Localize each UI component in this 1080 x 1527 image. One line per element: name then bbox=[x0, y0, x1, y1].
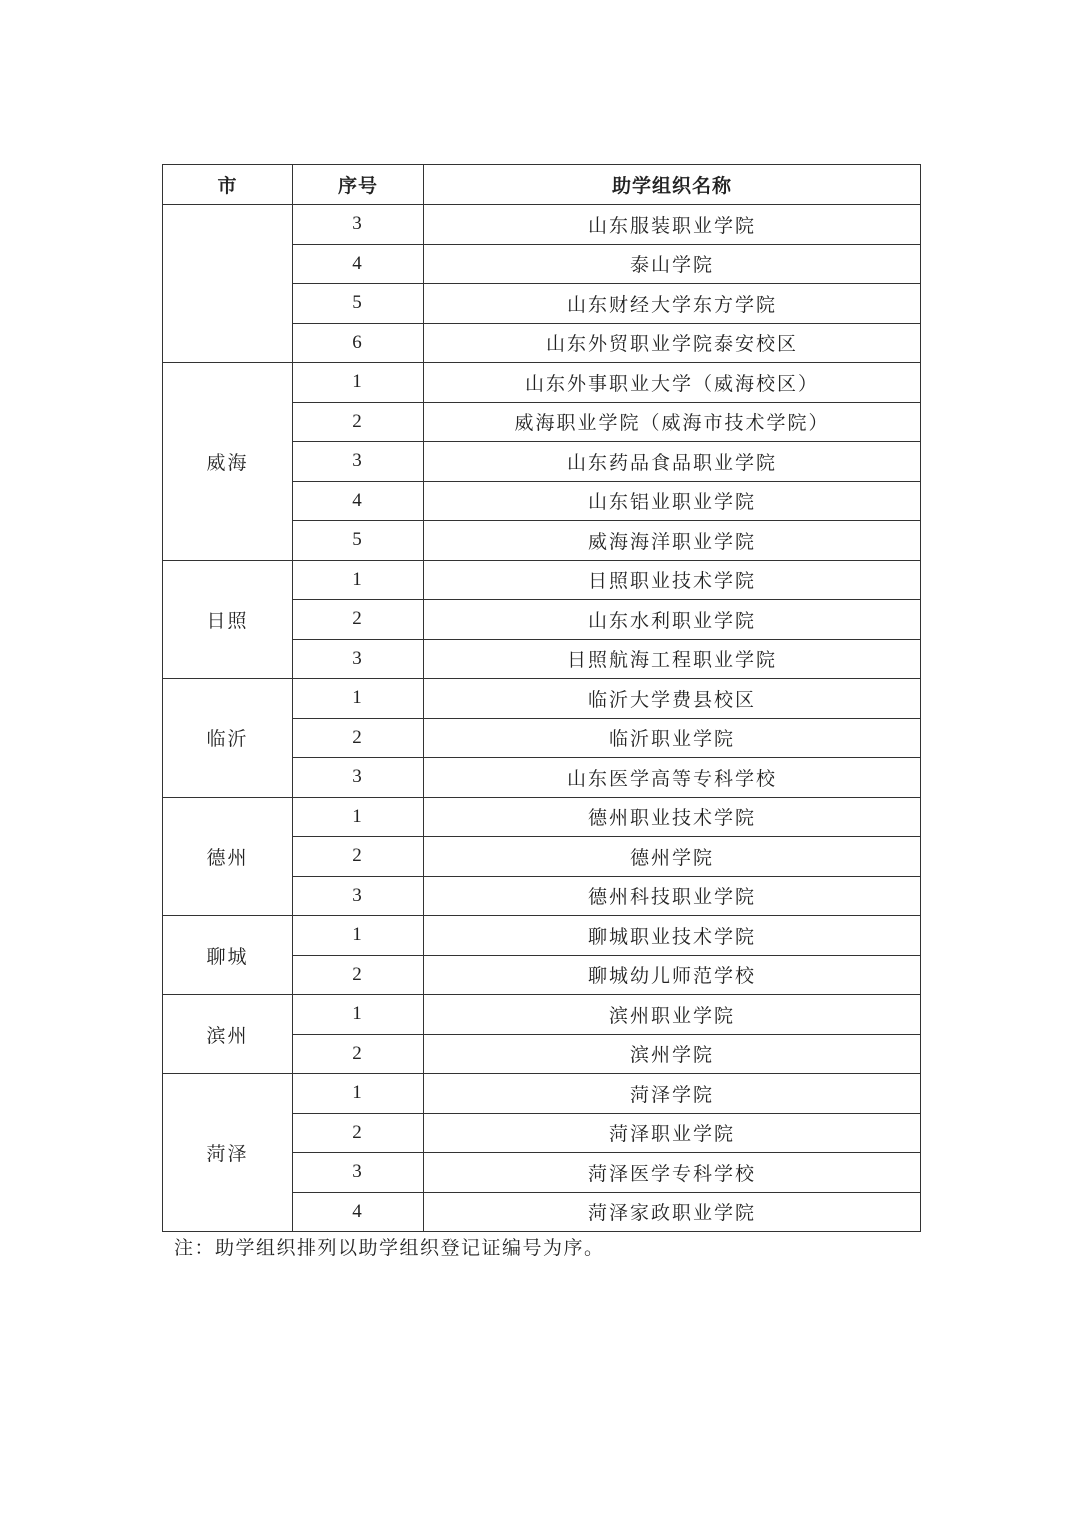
organization-name-cell: 山东水利职业学院 bbox=[424, 600, 921, 640]
organization-name-cell: 菏泽职业学院 bbox=[424, 1113, 921, 1153]
city-cell: 德州 bbox=[163, 797, 293, 916]
number-cell: 3 bbox=[293, 1153, 424, 1193]
number-cell: 4 bbox=[293, 481, 424, 521]
footnote: 注：助学组织排列以助学组织登记证编号为序。 bbox=[174, 1237, 605, 1259]
city-cell: 临沂 bbox=[163, 679, 293, 798]
city-cell: 滨州 bbox=[163, 995, 293, 1074]
organization-name-cell: 日照职业技术学院 bbox=[424, 560, 921, 600]
number-cell: 4 bbox=[293, 244, 424, 284]
number-cell: 1 bbox=[293, 797, 424, 837]
number-cell: 1 bbox=[293, 916, 424, 956]
number-cell: 1 bbox=[293, 560, 424, 600]
number-cell: 3 bbox=[293, 639, 424, 679]
table-row bbox=[163, 916, 921, 956]
organization-name-cell: 菏泽家政职业学院 bbox=[424, 1192, 921, 1232]
number-cell: 6 bbox=[293, 323, 424, 363]
organization-name-cell: 威海职业学院（威海市技术学院） bbox=[424, 402, 921, 442]
organization-name-cell: 山东服装职业学院 bbox=[424, 205, 921, 245]
aid-organization-table bbox=[162, 164, 921, 1232]
table-body bbox=[163, 205, 921, 1232]
city-cell: 威海 bbox=[163, 363, 293, 561]
organization-name-cell: 泰山学院 bbox=[424, 244, 921, 284]
table-row bbox=[163, 363, 921, 403]
table-row bbox=[163, 797, 921, 837]
header-city: 市 bbox=[163, 165, 293, 205]
city-cell: 日照 bbox=[163, 560, 293, 679]
number-cell: 2 bbox=[293, 718, 424, 758]
number-cell: 1 bbox=[293, 995, 424, 1035]
header-number: 序号 bbox=[293, 165, 424, 205]
header-organization-name: 助学组织名称 bbox=[424, 165, 921, 205]
organization-name-cell: 山东外贸职业学院泰安校区 bbox=[424, 323, 921, 363]
organization-name-cell: 菏泽学院 bbox=[424, 1074, 921, 1114]
organization-name-cell: 滨州学院 bbox=[424, 1034, 921, 1074]
number-cell: 4 bbox=[293, 1192, 424, 1232]
number-cell: 3 bbox=[293, 876, 424, 916]
number-cell: 3 bbox=[293, 442, 424, 482]
organization-name-cell: 山东药品食品职业学院 bbox=[424, 442, 921, 482]
organization-name-cell: 山东外事职业大学（威海校区） bbox=[424, 363, 921, 403]
number-cell: 5 bbox=[293, 521, 424, 561]
table-row bbox=[163, 560, 921, 600]
table-row bbox=[163, 1074, 921, 1114]
organization-name-cell: 聊城幼儿师范学校 bbox=[424, 955, 921, 995]
city-cell bbox=[163, 205, 293, 363]
number-cell: 2 bbox=[293, 402, 424, 442]
city-cell: 聊城 bbox=[163, 916, 293, 995]
number-cell: 3 bbox=[293, 205, 424, 245]
organization-name-cell: 聊城职业技术学院 bbox=[424, 916, 921, 956]
organization-name-cell: 山东铝业职业学院 bbox=[424, 481, 921, 521]
number-cell: 5 bbox=[293, 284, 424, 324]
organization-name-cell: 临沂大学费县校区 bbox=[424, 679, 921, 719]
number-cell: 2 bbox=[293, 1034, 424, 1074]
organization-name-cell: 菏泽医学专科学校 bbox=[424, 1153, 921, 1193]
organization-name-cell: 临沂职业学院 bbox=[424, 718, 921, 758]
number-cell: 2 bbox=[293, 600, 424, 640]
organization-name-cell: 德州学院 bbox=[424, 837, 921, 877]
number-cell: 3 bbox=[293, 758, 424, 798]
city-cell: 菏泽 bbox=[163, 1074, 293, 1232]
organization-name-cell: 滨州职业学院 bbox=[424, 995, 921, 1035]
organization-name-cell: 山东财经大学东方学院 bbox=[424, 284, 921, 324]
organization-name-cell: 山东医学高等专科学校 bbox=[424, 758, 921, 798]
table-row bbox=[163, 205, 921, 245]
organization-name-cell: 日照航海工程职业学院 bbox=[424, 639, 921, 679]
number-cell: 1 bbox=[293, 679, 424, 719]
number-cell: 2 bbox=[293, 837, 424, 877]
number-cell: 1 bbox=[293, 363, 424, 403]
organization-name-cell: 德州科技职业学院 bbox=[424, 876, 921, 916]
table-row bbox=[163, 995, 921, 1035]
organization-name-cell: 德州职业技术学院 bbox=[424, 797, 921, 837]
table-row bbox=[163, 679, 921, 719]
number-cell: 2 bbox=[293, 1113, 424, 1153]
number-cell: 2 bbox=[293, 955, 424, 995]
organization-name-cell: 威海海洋职业学院 bbox=[424, 521, 921, 561]
table-header-row bbox=[163, 165, 921, 205]
number-cell: 1 bbox=[293, 1074, 424, 1114]
